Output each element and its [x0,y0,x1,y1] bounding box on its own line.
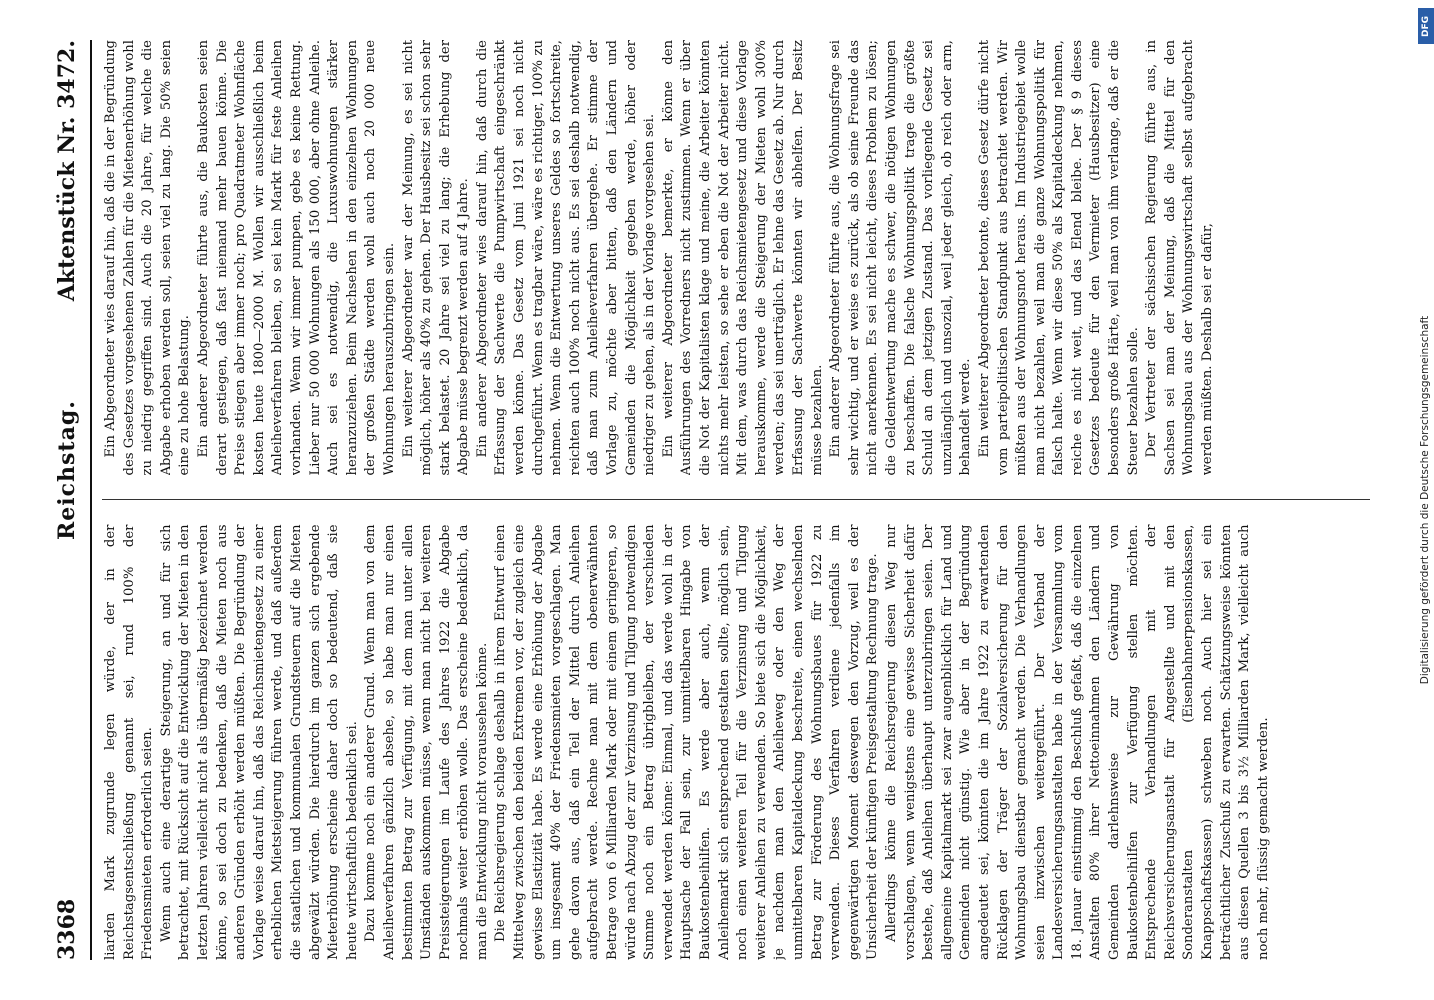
paragraph: Ein anderer Abgeordneter wies darauf hin, daß durch die Erfassung der Sachwerte die Pumpwirtschaft eingeschränkt werden könne. Das Gesetz vom Juni 1921 sei noch nicht durchgeführt. Wenn es tragbar wäre, wäre es richtiger, 100% zu nehmen. Wenn die Entwertung unseres Geldes so fortschreite, reichten auch 100% noch nicht aus. Es sei deshalb notwendig, daß man zum Anleiheverfahren übergehe. Er stimme der Vorlage zu, möchte aber bitten, daß den Ländern und Gemeinden die Möglichkeit gegeben werde, höher oder niedriger zu gehen, als in der Vorlage vorgesehen sei. [474,40,658,476]
paragraph: Der Vertreter der sächsischen Regierung führte aus, in Sachsen sei man der Meinung, daß die Mittel für den Wohnungsbau aus der Wohnungswirtschaft selbst aufgebracht werden müßten. Deshalb sei er dafür, [1144,40,1216,476]
paragraph: liarden Mark zugrunde legen würde, der in der Reichstagsentschließung genannt sei, rund 100% der Friedensmieten erforderlich seien. [103,524,156,960]
page-number: 3368 [54,898,80,960]
paragraph: Ein weiterer Abgeordneter betonte, dieses Gesetz dürfe nicht vom parteipolitischen Standpunkt aus betrachtet werden. Wir müßten aus der Wohnungsnot heraus. Im Industriegebiet wolle man nicht bezahlen, weil man die ganze Wohnungspolitik für falsch halte. Wenn wir diese 50% als Kapitaldeckung nehmen, reiche es nicht weit, und das Elend bleibe. Der § 9 dieses Gesetzes bedeute für den Vermieter (Hausbesitzer) eine besonders große Härte, weil man von ihm verlange, daß er die Steuer bezahlen solle. [976,40,1141,476]
paragraph: Ein Abgeordneter wies darauf hin, daß die in der Begründung des Gesetzes vorgesehenen Zahlen für die Mietenerhöhung wohl zu niedrig gegriffen sind. Auch die 20 Jahre, für welche die Abgabe erhoben werden soll, seien viel zu lang. Die 50% seien eine zu hohe Belastung. [103,40,193,476]
running-head: Reichstag. [54,400,80,540]
document-number: Aktenstück Nr. 3472. [54,40,80,302]
paragraph: Dazu komme noch ein anderer Grund. Wenn man von dem Anleiheverfahren gänzlich absehe, so habe man nur einen bestimmten Betrag zur Verfügung, mit dem man unter allen Umständen auskommen müsse, wenn man nicht bei weiteren Preissteigerungen im Laufe des Jahres 1922 die Abgabe nochmals weiter erhöhen wolle. Das erscheine bedenklich, da man die Entwicklung nicht voraussehen könne. [363,524,490,960]
column-divider [102,500,1370,501]
dfg-logo: DFG [1418,8,1434,44]
paragraph: Ein anderer Abgeordneter führte aus, die Baukosten seien derart gestiegen, daß fast niemand mehr bauen könne. Die Preise stiegen aber immer noch; pro Quadratmeter Wohnfläche kosten heute 1800—2000 M. Wollen wir ausschließlich beim Anleiheverfahren bleiben, so sei kein Markt für feste Anleihen vorhanden. Wenn wir immer pumpen, gebe es keine Rettung. Lieber nur 50 000 Wohnungen als 150 000, aber ohne Anleihe. Auch sei es notwendig, die Luxuswohnungen stärker heranzuziehen. Beim Nachsehen in den einzelnen Wohnungen der großen Städte werden wohl auch noch 20 000 neue Wohnungen herauszubringen sein. [195,40,397,476]
paragraph: Wenn auch eine derartige Steigerung, an und für sich betrachtet, mit Rücksicht auf die Entwicklung der Mieten in den letzten Jahren vielleicht nicht als übermäßig bezeichnet werden könne, so sei doch zu bedenken, daß die Mieten noch aus anderen Gründen erhöht werden müßten. Die Begründung der Vorlage weise darauf hin, daß das Reichsmietengesetz zu einer erheblichen Mietsteigerung führen werde, und daß außerdem die staatlichen und kommunalen Grundsteuern auf die Mieten abgewälzt würden. Die hierdurch im ganzen sich ergebende Mieterhöhung erscheine daher doch so bedeutend, daß sie heute wirtschaftlich bedenklich sei. [158,524,360,960]
text-columns [102,40,1370,960]
page-header [50,40,92,960]
paragraph: Die Reichsregierung schlage deshalb in ihrem Entwurf einen Mittelweg zwischen den beiden Extremen vor, der zugleich eine gewisse Elastizität habe. Es werde eine Erhöhung der Abgabe um insgesamt 40% der Friedensmieten vorgeschlagen. Man gehe davon aus, daß ein Teil der Mittel durch Anleihen aufgebracht werde. Rechne man mit dem obenerwähnten Betrage von 6 Milliarden Mark oder mit einem geringeren, so würde nach Abzug der zur Verzinsung und Tilgung notwendigen Summe noch ein Betrag übrigbleiben, der verschieden verwendet werden könne: Einmal, und das werde wohl in der Hauptsache der Fall sein, zur unmittelbaren Hingabe von Baukostenbeihilfen. Es werde aber auch, wenn der Anleihemarkt sich entsprechend gestalten sollte, möglich sein, noch einen weiteren Teil für die Verzinsung und Tilgung weiterer Anleihen zu verwenden. So biete sich die Möglichkeit, je nachdem man den Anleiheweg oder den Weg der unmittelbaren Kapitaldeckung beschreite, einen wechselnden Betrag zur Förderung des Wohnungsbaues für 1922 zu verwenden. Dieses Verfahren verdiene jedenfalls im gegenwärtigen Moment deswegen den Vorzug, weil es der Unsicherheit der künftigen Preisgestaltung Rechnung trage. [493,524,881,960]
credit-text: Digitalisierung gefördert durch die Deutsche Forschungsgemeinschaft [1419,315,1431,685]
scan-credit [1416,8,1434,992]
left-column [102,525,1370,961]
newspaper-page [20,0,1400,1000]
paragraph: Ein weiterer Abgeordneter bemerkte, er könne den Ausführungen des Vorredners nicht zustimmen. Wenn er über die Not der Kapitalisten klage und meine, die Arbeiter könnten nichts mehr leisten, so sehe er eben die Not der Arbeiter nicht. Mit dem, was durch das Reichsmietengesetz und diese Vorlage herauskomme, werde die Steigerung der Mieten wohl 300% werden; das sei unerträglich. Er lehne das Gesetz ab. Nur durch Erfassung der Sachwerte könnten wir abhelfen. Der Besitz müsse bezahlen. [660,40,825,476]
paragraph: Ein weiterer Abgeordneter war der Meinung, es sei nicht möglich, höher als 40% zu gehen. Der Hausbesitz sei schon sehr stark belastet. 20 Jahre sei viel zu lang; die Erhebung der Abgabe müsse begrenzt werden auf 4 Jahre. [400,40,472,476]
paragraph: Ein anderer Abgeordneter führte aus, die Wohnungsfrage sei sehr wichtig, und er weise es zurück, als ob seine Freunde das nicht anerkennen. Es sei nicht leicht, dieses Problem zu lösen; die Geldentwertung mache es schwer, die nötigen Wohnungen zu beschaffen. Die falsche Wohnungspolitik trage die größte Schuld an dem jetzigen Zustand. Das vorliegende Gesetz sei unzulänglich und unsozial, weil jeder gleich, ob reich oder arm, behandelt werde. [828,40,974,476]
right-column [102,40,1370,476]
paragraph: Allerdings könne die Reichsregierung diesen Weg nur vorschlagen, wenn wenigstens eine gewisse Sicherheit dafür bestehe, daß Anleihen überhaupt unterzubringen seien. Der allgemeine Kapitalmarkt sei zwar augenblicklich für Land und Gemeinden nicht günstig. Wie aber in der Begründung angedeutet sei, könnten die im Jahre 1922 zu erwartenden Rücklagen der Träger der Sozialversicherung für den Wohnungsbau dienstbar gemacht werden. Die Verhandlungen seien inzwischen weitergeführt. Der Verband der Landesversicherungsanstalten habe in der Versammlung vom 18. Januar einstimmig den Beschluß gefaßt, daß die einzelnen Anstalten 80% ihrer Nettoeinnahmen den Ländern und Gemeinden darlehnsweise zur Gewährung von Baukostenbeihilfen zur Verfügung stellen möchten. Entsprechende Verhandlungen mit der Reichsversicherungsanstalt für Angestellte und mit den Sonderanstalten (Eisenbahnerpensionskassen, Knappschaftskassen) schweben noch. Auch hier sei ein beträchtlicher Zuschuß zu erwarten. Schätzungsweise könnten aus diesen Quellen 3 bis 3½ Milliarden Mark, vielleicht auch noch mehr, flüssig gemacht werden. [883,524,1271,960]
